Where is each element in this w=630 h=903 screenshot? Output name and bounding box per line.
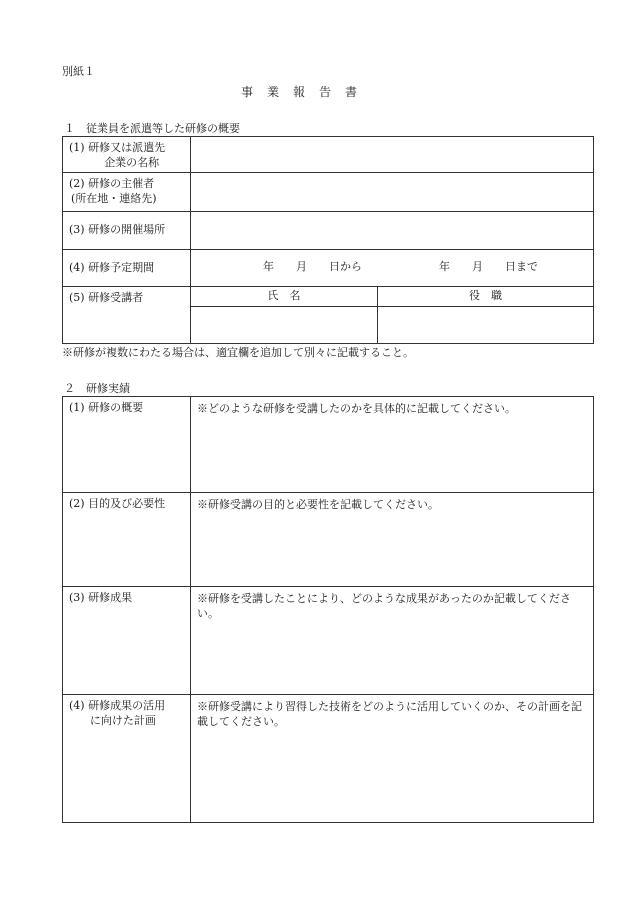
- attachment-label: 別紙１: [62, 65, 95, 78]
- page-title: 事 業 報 告 書: [241, 85, 359, 99]
- table-row: [63, 173, 594, 212]
- row-label-dispatch: [63, 137, 191, 173]
- trainee-name-cell[interactable]: [191, 307, 378, 344]
- table-row: [63, 250, 594, 287]
- purpose-input-cell[interactable]: [191, 493, 594, 587]
- dispatch-input-cell[interactable]: [191, 137, 594, 173]
- overview-input-cell[interactable]: [191, 397, 594, 493]
- table-row: [63, 587, 594, 695]
- row-label-results: [63, 587, 191, 695]
- instruction-note: ※研修受講の目的と必要性を記載してください。: [197, 498, 439, 511]
- table-row: [63, 493, 594, 587]
- venue-input-cell[interactable]: [191, 212, 594, 250]
- table-row: [63, 695, 594, 823]
- instruction-note: ※研修受講により習得した技術をどのように活用していくのか、その計画を記載してください。: [197, 700, 582, 728]
- organizer-input-cell[interactable]: [191, 173, 594, 212]
- row-label-purpose: [63, 493, 191, 587]
- row-label-line: (2) 研修の主催者: [69, 177, 155, 190]
- section1-footnote: ※研修が複数にわたる場合は、適宜欄を追加して別々に記載すること。: [62, 346, 414, 359]
- section1-table: [62, 136, 594, 344]
- row-label-period: (4) 研修予定期間: [63, 250, 191, 287]
- row-label-plan: [63, 695, 191, 823]
- row-label-line: に向けた計画: [89, 713, 156, 727]
- period-input-cell[interactable]: [191, 250, 594, 287]
- row-label-line: (1) 研修の概要: [69, 401, 144, 414]
- table-row: [63, 137, 594, 173]
- column-header-name: 氏 名: [191, 287, 378, 307]
- row-label-line: (4) 研修成果の活用: [69, 699, 166, 712]
- row-label-line: (1) 研修又は派遣先: [69, 141, 166, 154]
- plan-input-cell[interactable]: [191, 695, 594, 823]
- table-row: [63, 287, 594, 307]
- section1-heading: １ 従業員を派遣等した研修の概要: [64, 122, 240, 135]
- row-label-trainees: (5) 研修受講者: [63, 287, 191, 344]
- row-label-venue: (3) 研修の開催場所: [63, 212, 191, 250]
- table-row: [63, 397, 594, 493]
- trainee-position-cell[interactable]: [378, 307, 594, 344]
- row-label-line: (2) 目的及び必要性: [69, 497, 166, 510]
- row-label-line: 企業の名称: [104, 155, 160, 169]
- row-label-line: (3) 研修成果: [69, 591, 133, 604]
- period-to-text: 年 月 日まで: [439, 260, 538, 273]
- instruction-note: ※どのような研修を受講したのかを具体的に記載してください。: [197, 402, 516, 415]
- section2-heading: ２ 研修実績: [64, 382, 130, 395]
- row-label-overview: [63, 397, 191, 493]
- results-input-cell[interactable]: [191, 587, 594, 695]
- row-label-organizer: [63, 173, 191, 212]
- section2-table: [62, 396, 594, 823]
- period-from-text: 年 月 日から: [263, 260, 362, 273]
- table-row: [63, 212, 594, 250]
- row-label-line: (所在地・連絡先): [71, 191, 157, 205]
- instruction-note: ※研修を受講したことにより、どのような成果があったのか記載してください。: [197, 592, 571, 620]
- column-header-position: 役 職: [378, 287, 594, 307]
